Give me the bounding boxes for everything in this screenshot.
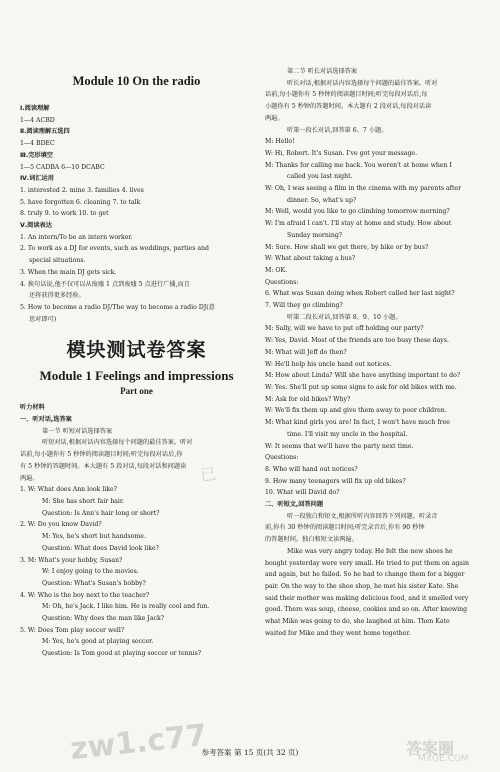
text-line: Ⅴ.阅读表达 [20, 222, 52, 230]
text-line: 两遍。 [20, 474, 39, 482]
text-line: Questions: [265, 278, 299, 286]
module1-title: Module 1 Feelings and impressions [39, 368, 234, 384]
text-line: 听短对话,根据对话内容选择每个问题的最佳答案。听对 [42, 439, 193, 447]
text-line: 5. have forgotten 6. cleaning 7. to talk [20, 198, 141, 206]
text-line: M: How about Linda? Will she have anything important to do? [265, 372, 461, 380]
text-line: M: Yes, he's good at playing soccer. [42, 638, 154, 646]
text-line: M: What kind girls you are! In fact, I won't have much free [265, 419, 450, 427]
text-line: 5. How to become a radio DJ/The way to become a radio DJ(意 [20, 303, 215, 311]
text-line: dinner. So, what's up? [287, 196, 357, 204]
text-line: 第一节 听短对话选择答案 [42, 427, 113, 435]
text-line: 5. W: Does Tom play soccer well? [20, 626, 125, 634]
text-line: 1—5 CADBA 6—10 DCABC [20, 163, 105, 171]
text-line: 听第一段长对话,回答第 6、7 小题。 [287, 126, 388, 134]
text-line: good. There was soup, cheese, cookies and so on. After knowing [265, 606, 468, 614]
watermark-3: 答案圈 [406, 739, 455, 758]
text-line: M: Yes, he's short but handsome. [42, 533, 146, 541]
text-line: 的答题时间。独白和短文读两遍。 [265, 536, 358, 544]
module10-title: Module 10 On the radio [72, 74, 201, 88]
text-line: Sunday morning? [287, 231, 343, 239]
text-line: 7. Will they go climbing? [265, 302, 343, 310]
text-line: W: I'm afraid I can't. I'll stay at home and study. How about [265, 220, 452, 228]
text-line: pair. On the way to the shoe shop, he met his sister Kate. She [265, 582, 459, 590]
text-line: 3. M: What's your hobby, Susan? [20, 556, 123, 564]
right-column [265, 66, 489, 639]
text-line: 一、听对话,选答案 [20, 416, 72, 424]
text-line: Ⅱ.阅读理解五选四 [20, 128, 70, 136]
text-line: W: Hi, Robert. It's Susan. I've got your message. [265, 149, 418, 157]
text-line: Ⅲ.完形填空 [20, 151, 53, 159]
text-line: 思对即可) [29, 315, 57, 323]
text-line: W: I enjoy going to the movies. [42, 568, 139, 576]
text-line: M: Thanks for calling me back. You weren't at home when I [265, 161, 452, 169]
text-line: 1. W: What does Ann look like? [20, 486, 117, 494]
text-line: Question: What does David look like? [42, 544, 159, 552]
text-line: 4. 换句话说,他不仅可以从废墟 1 点到废墟 5 点进行广播,而且 [20, 280, 190, 288]
text-line: 第二节 听长对话选择答案 [287, 68, 358, 75]
module10-answers [20, 103, 253, 325]
text-line: 有 5 秒钟的答题时间。本大题有 5 段对话,每段对话和问题读 [20, 462, 187, 470]
text-line: 听长对话,根据对话内容选择每个问题的最佳答案。听对 [287, 79, 438, 87]
text-line: 话前,每小题你有 5 秒钟的阅读题目时间;听完每段对话后,你 [20, 451, 183, 459]
text-line: M: OK. [265, 266, 288, 274]
text-line: 1. interested 2. mine 3. families 4. lives [20, 186, 144, 194]
left-column [20, 64, 253, 660]
text-line: M: What will Jeff do then? [265, 348, 347, 356]
text-line: M: Hello! [265, 138, 295, 146]
text-line: W: He'll help his uncle hand out notices. [265, 360, 392, 368]
text-line: waited for Mike and they went home together. [265, 629, 411, 637]
text-line: 1. An intern/To be an intern worker. [20, 233, 133, 241]
text-line: W: It seems that we'll have the party next time. [265, 442, 414, 450]
text-line: 8. truly 9. to work 10. to get [20, 210, 109, 218]
text-line: 听力材料 [20, 404, 45, 412]
watermark-1: 已 [198, 463, 218, 486]
text-line: 3. When the main DJ gets sick. [20, 268, 117, 276]
text-line: special situations. [29, 257, 86, 265]
text-line: 10. What will David do? [265, 489, 340, 497]
text-line: what Mike was going to do, she laughed at him. Then Kate [265, 618, 450, 626]
text-line: 听第二段长对话,回答第 8、9、10 小题。 [287, 313, 402, 321]
part-one-title: Part one [120, 386, 153, 397]
text-line: 4. W: Who is the boy next to the teacher? [20, 591, 150, 599]
test-answers-title: 模块测试卷答案 [66, 339, 207, 362]
text-line: M: Sure. How shall we get there, by bike or by bus? [265, 243, 429, 251]
text-line: 6. What was Susan doing when Robert called her last night? [265, 290, 455, 298]
text-line: 二、听短文,回答问题 [265, 501, 324, 509]
text-line: 话前,每小题你有 5 秒钟的阅读题目时间;听完每段对话后,每 [265, 91, 428, 99]
text-line: W: Yes. She'll put up some signs to ask for old bikes with me. [265, 383, 457, 391]
text-line: Question: Why does the man like Jack? [42, 615, 165, 623]
text-line: 两遍。 [265, 114, 284, 122]
text-line: Question: Is Tom good at playing soccer or tennis? [42, 650, 202, 658]
text-line: 小题你有 5 秒钟的答题时间。本大题有 2 段对话,每段对话读 [265, 103, 432, 111]
text-line: Questions: [265, 454, 299, 462]
text-line: Ⅳ.词汇运用 [20, 175, 54, 183]
text-line: 1—4 BDEC [20, 140, 55, 148]
text-line: Mike was very angry today. He felt the new shoes he [287, 547, 453, 555]
text-line: 还将获得更多经验。 [29, 292, 85, 300]
text-line: 2. W: Do you know David? [20, 521, 102, 529]
text-line: called you last night. [287, 173, 353, 181]
text-line: 2. To work as a DJ for events, such as weddings, parties and [20, 245, 209, 253]
text-line: Question: What's Susan's hobby? [42, 579, 146, 587]
text-line: M: Oh, he's Jack. I like him. He is really cool and fun. [42, 603, 210, 611]
text-line: M: Ask for old bikes? Why? [265, 395, 351, 403]
listening-material [20, 402, 253, 659]
text-line: 9. How many teenagers will fix up old bikes? [265, 477, 406, 485]
text-line: 1—4 ACBD [20, 116, 55, 124]
text-line: and again, but he failed. So he had to change them for a bigger [265, 571, 465, 579]
text-line: bought yesterday were very small. He tried to put them on again [265, 559, 469, 567]
text-line: W: Oh, I was seeing a film in the cinema with my parents after [265, 185, 462, 193]
text-line: 前,你有 30 秒钟的阅读题目时间;听完录音后,你有 90 秒钟 [265, 524, 425, 532]
watermark-4: MXQE.COM [418, 754, 469, 764]
long-dialogue-section [265, 66, 489, 639]
text-line: Ⅰ.阅读理解 [20, 105, 50, 112]
text-line: W: What about taking a bus? [265, 255, 356, 263]
text-line: M: She has short fair hair. [42, 497, 125, 505]
text-line: M: Well, would you like to go climbing tomorrow morning? [265, 208, 450, 216]
text-line: said their mother was making delicious food, and it smelled very [265, 594, 469, 602]
text-line: Question: Is Ann's hair long or short? [42, 509, 160, 517]
text-line: M: Sally, will we have to put off holding our party? [265, 325, 424, 333]
text-line: 8. Who will hand out notices? [265, 465, 358, 473]
text-line: 听一段独白和短文,根据所听内容回答下列问题。听录音 [287, 512, 438, 520]
text-line: W: Yes, David. Most of the friends are too busy these days. [265, 337, 449, 345]
watermark-2: zw1.c77 [68, 717, 209, 768]
page-footer: 参考答案 第 15 页(共 32 页) [201, 748, 299, 757]
text-line: time. I'll visit my uncle in the hospital. [287, 430, 408, 438]
text-line: W: We'll fix them up and give them away to poor children. [265, 407, 447, 415]
